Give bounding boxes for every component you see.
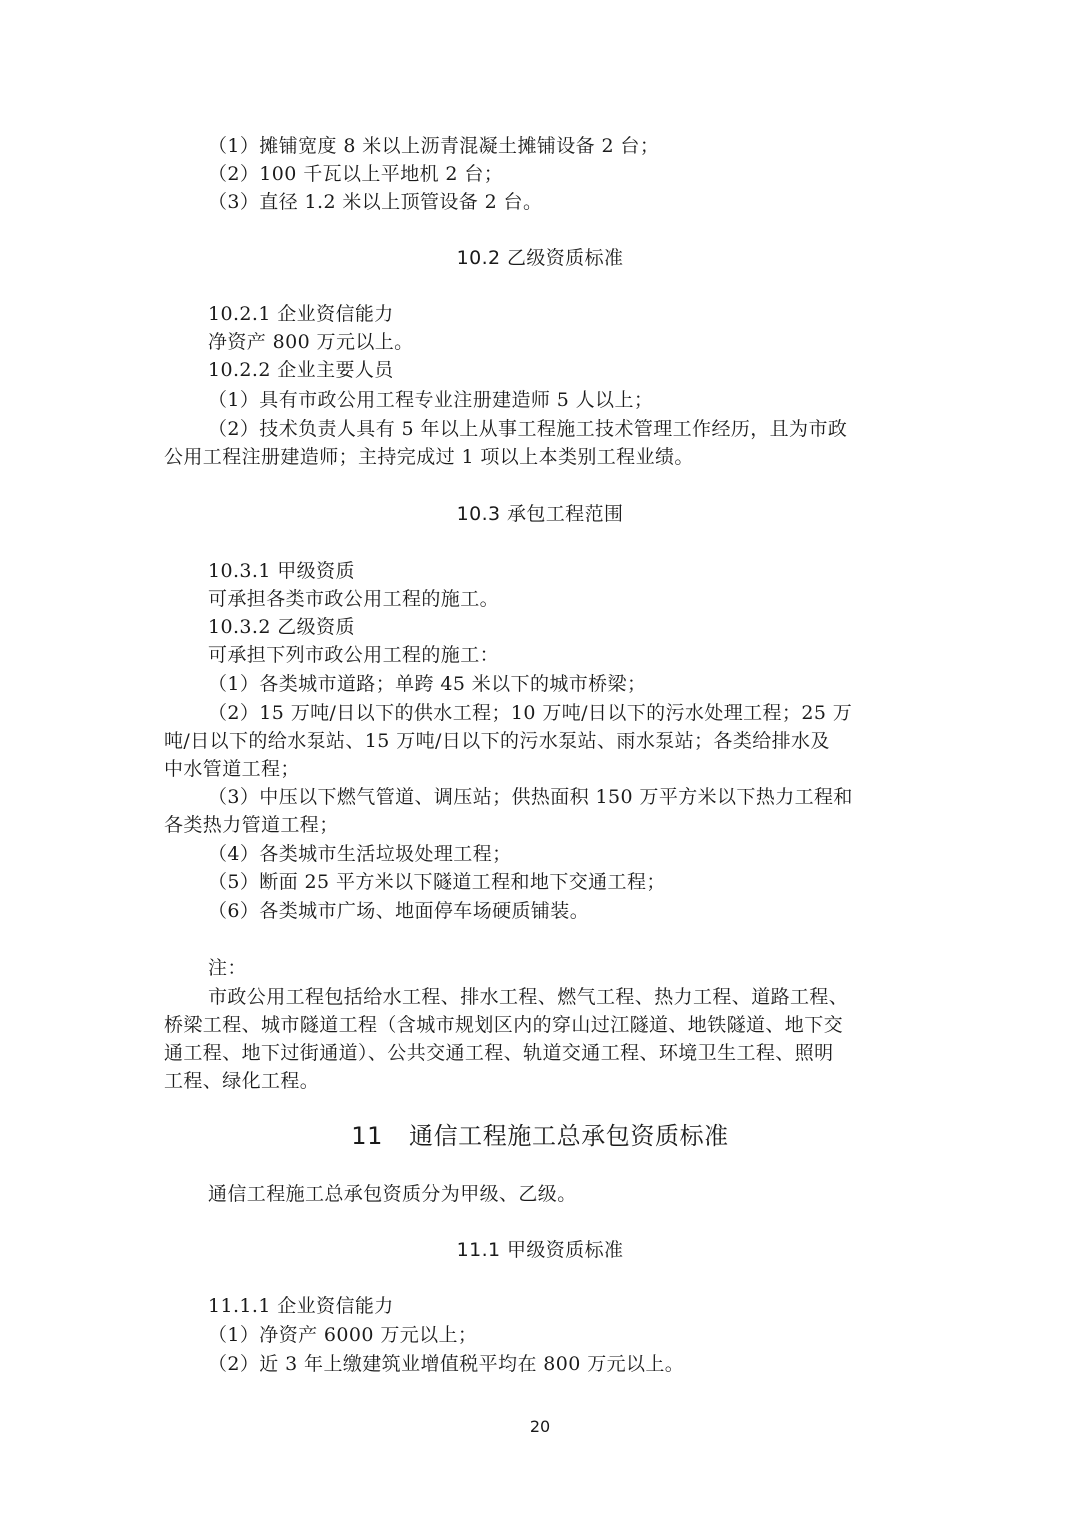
note-line-1: 市政公用工程包括给水工程、排水工程、燃气工程、热力工程、道路工程、 [208,986,849,1008]
personnel-item-2-line-2: 公用工程注册建造师；主持完成过 1 项以上本类别工程业绩。 [164,446,694,468]
scope-item-6: （6）各类城市广场、地面停车场硬质铺装。 [208,900,590,922]
subsection-title-10-2-2: 10.2.2 企业主要人员 [208,359,394,381]
section-heading-11-1: 11.1 甲级资质标准 [456,1239,624,1261]
note-line-4: 工程、绿化工程。 [164,1070,320,1092]
scope-item-1: （1）各类城市道路；单跨 45 米以下的城市桥梁； [208,673,647,695]
scope-item-4: （4）各类城市生活垃圾处理工程； [208,843,512,865]
note-line-3: 通工程、地下过街通道）、公共交通工程、轨道交通工程、环境卫生工程、照明 [164,1042,834,1064]
section-heading-10-3: 10.3 承包工程范围 [456,503,624,525]
subsection-title-10-2-1: 10.2.1 企业资信能力 [208,303,394,325]
chapter-intro: 通信工程施工总承包资质分为甲级、乙级。 [208,1183,577,1205]
chapter-number: 11 [351,1122,383,1150]
credit-item-1: （1）净资产 6000 万元以上； [208,1324,478,1346]
personnel-item-1: （1）具有市政公用工程专业注册建造师 5 人以上； [208,389,654,411]
subsection-title-11-1-1: 11.1.1 企业资信能力 [208,1295,394,1317]
note-label: 注： [208,957,247,979]
section-heading-10-2: 10.2 乙级资质标准 [456,247,624,269]
equipment-item-1: （1）摊铺宽度 8 米以上沥青混凝土摊铺设备 2 台； [208,135,660,157]
personnel-item-2-line-1: （2）技术负责人具有 5 年以上从事工程施工技术管理工作经历，且为市政 [208,418,848,440]
subsection-title-10-3-2: 10.3.2 乙级资质 [208,616,355,638]
chapter-title: 通信工程施工总承包资质标准 [408,1122,729,1150]
paragraph-net-assets: 净资产 800 万元以上。 [208,331,414,353]
scope-item-3-line-1: （3）中压以下燃气管道、调压站；供热面积 150 万平方米以下热力工程和 [208,786,853,808]
page-number: 20 [529,1417,551,1436]
scope-item-3-line-2: 各类热力管道工程； [164,814,339,836]
paragraph-grade-a-scope: 可承担各类市政公用工程的施工。 [208,588,500,610]
scope-item-5: （5）断面 25 平方米以下隧道工程和地下交通工程； [208,871,666,893]
subsection-title-10-3-1: 10.3.1 甲级资质 [208,560,355,582]
note-line-2: 桥梁工程、城市隧道工程（含城市规划区内的穿山过江隧道、地铁隧道、地下交 [164,1014,844,1036]
equipment-item-3: （3）直径 1.2 米以上顶管设备 2 台。 [208,191,543,213]
chapter-heading-11 [0,1119,1080,1153]
scope-item-2-line-1: （2）15 万吨/日以下的供水工程；10 万吨/日以下的污水处理工程；25 万 [208,702,853,724]
credit-item-2: （2）近 3 年上缴建筑业增值税平均在 800 万元以上。 [208,1353,685,1375]
scope-item-2-line-3: 中水管道工程； [164,758,300,780]
scope-item-2-line-2: 吨/日以下的给水泵站、15 万吨/日以下的污水泵站、雨水泵站；各类给排水及 [164,730,830,752]
equipment-item-2: （2）100 千瓦以上平地机 2 台； [208,163,504,185]
paragraph-grade-b-scope: 可承担下列市政公用工程的施工： [208,644,500,666]
